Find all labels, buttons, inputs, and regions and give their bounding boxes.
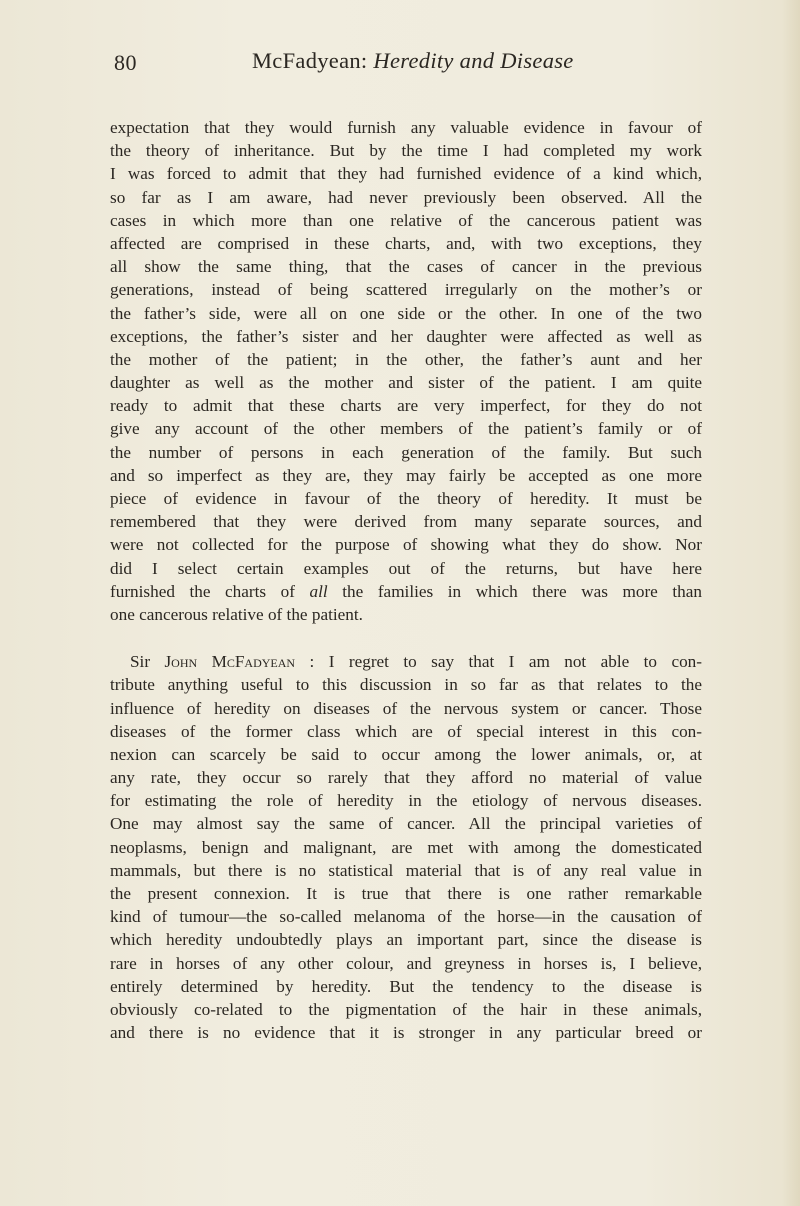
text-line: neoplasms, benign and malignant, are met with among the domesticated [110, 837, 702, 857]
text-run: : I regret to say that I am not able to con- [295, 652, 702, 672]
running-header [0, 44, 800, 84]
text-line: affected are comprised in these charts, and, with two exceptions, they [110, 233, 702, 253]
text-line: rare in horses of any other colour, and greyness in horses is, I believe, [110, 953, 702, 973]
text-line: mammals, but there is no statistical material that is of any real value in [110, 860, 702, 880]
text-line: and there is no evidence that it is stronger in any particular breed or [110, 1023, 702, 1043]
paragraph-1 [110, 116, 702, 626]
text-line: and so imperfect as they are, they may fairly be accepted as one more [110, 465, 702, 485]
header-separator: : [360, 48, 368, 73]
text-line: obviously co-related to the pigmentation of the hair in these animals, [110, 999, 702, 1019]
text-line: which heredity undoubtedly plays an important part, since the disease is [110, 930, 702, 950]
text-run: Sir [130, 652, 165, 672]
text-line: all show the same thing, that the cases of cancer in the previous [110, 257, 702, 277]
text-line: nexion can scarcely be said to occur among the lower animals, or, at [110, 744, 702, 764]
text-line [110, 580, 702, 603]
text-line: exceptions, the father’s sister and her daughter were affected as well as [110, 326, 702, 346]
text-line: daughter as well as the mother and sister of the patient. I am quite [110, 373, 702, 393]
text-line: entirely determined by heredity. But the tendency to the disease is [110, 976, 702, 996]
text-line: kind of tumour—the so-called melanoma of the horse—in the causation of [110, 907, 702, 927]
text-line: one cancerous relative of the patient. [110, 604, 363, 624]
speaker-name: John McFadyean [164, 652, 296, 672]
emphasis-all: all [309, 581, 328, 601]
header-title-and: and [459, 48, 495, 73]
text-line: ready to admit that these charts are very imperfect, for they do not [110, 396, 702, 416]
header-title-heredity: Heredity [373, 48, 454, 73]
text-line: cases in which more than one relative of the cancerous patient was [110, 210, 702, 230]
text-line: for estimating the role of heredity in the etiology of nervous diseases. [110, 791, 702, 811]
text-line: diseases of the former class which are of special interest in this con- [110, 721, 702, 741]
text-line: give any account of the other members of the patient’s family or of [110, 419, 702, 439]
text-line: One may almost say the same of cancer. All the principal varieties of [110, 814, 702, 834]
text-line: influence of heredity on diseases of the nervous system or cancer. Those [110, 698, 702, 718]
paragraph-2 [110, 650, 702, 1044]
text-line: so far as I am aware, had never previously been observed. All the [110, 187, 702, 207]
header-title-disease: Disease [500, 48, 574, 73]
body-text [110, 116, 702, 1044]
paragraph-gap [110, 626, 702, 650]
text-run: the families in which there was more than [327, 581, 702, 601]
text-line: expectation that they would furnish any valuable evidence in favour of [110, 118, 702, 137]
text-line: the father’s side, were all on one side or the other. In one of the two [110, 303, 702, 323]
text-line: the mother of the patient; in the other, the father’s aunt and her [110, 349, 702, 369]
text-line: remembered that they were derived from many separate sources, and [110, 512, 702, 532]
text-line: were not collected for the purpose of showing what they do show. Nor [110, 535, 702, 555]
text-run: furnished the charts of [110, 581, 310, 601]
text-line: piece of evidence in favour of the theory of heredity. It must be [110, 489, 702, 508]
header-author: McFadyean [252, 48, 361, 73]
text-line: I was forced to admit that they had furnished evidence of a kind which, [110, 164, 702, 184]
running-title [252, 48, 574, 74]
text-line: did I select certain examples out of the returns, but have here [110, 558, 702, 578]
page-edge-shadow [782, 0, 800, 1206]
text-line: the present connexion. It is true that there is one rather remarkable [110, 884, 702, 903]
text-line: the number of persons in each generation of the family. But such [110, 442, 702, 462]
text-line: the theory of inheritance. But by the time I had completed my work [110, 141, 702, 161]
text-line: generations, instead of being scattered irregularly on the mother’s or [110, 280, 702, 300]
page-number: 80 [114, 50, 137, 75]
text-line: any rate, they occur so rarely that they afford no material of value [110, 768, 702, 788]
text-line: tribute anything useful to this discussion in so far as that relates to the [110, 675, 702, 695]
text-line [110, 650, 702, 673]
